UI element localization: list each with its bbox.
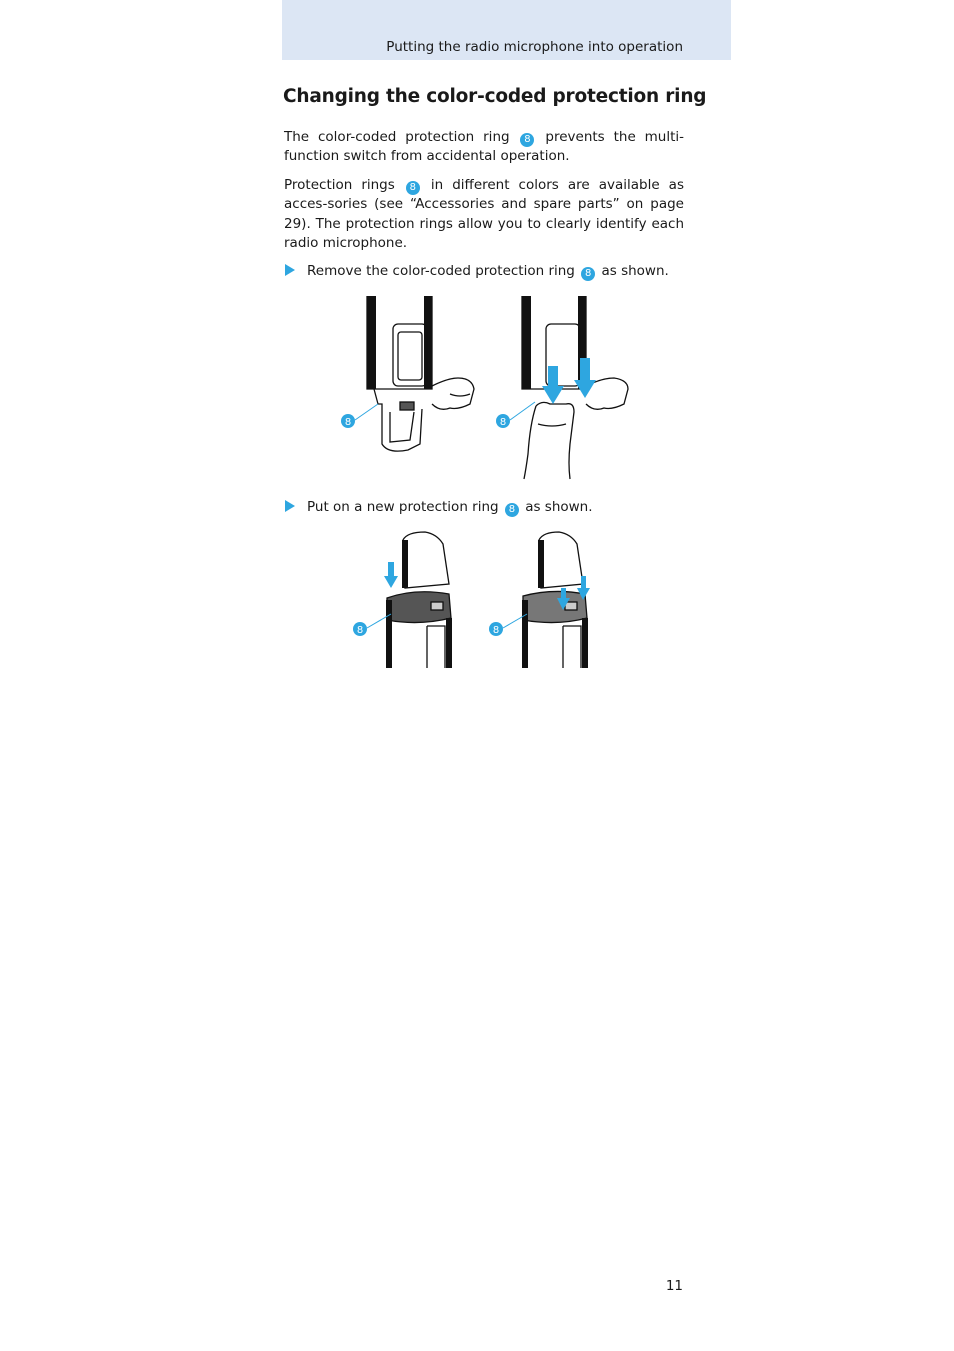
paragraph-2: [284, 176, 684, 254]
put-on-ring-illustration: [345, 530, 605, 670]
header-band: [282, 0, 731, 60]
instruction-step-put-on: [285, 499, 593, 517]
microphone-right-figure: [522, 296, 628, 479]
svg-text:8: 8: [499, 417, 507, 428]
callout-badge: 8: [520, 133, 534, 147]
step-arrow-icon: [285, 500, 295, 512]
down-arrow-icon: [384, 562, 398, 588]
step-2-text-end: as shown.: [525, 499, 593, 515]
svg-text:8: 8: [492, 625, 500, 636]
microphone-right-figure: [523, 532, 587, 668]
down-arrow-icon: [542, 358, 596, 404]
page-title: Changing the color-coded protection ring: [283, 86, 707, 107]
step-arrow-icon: [285, 264, 295, 276]
microphone-left-figure: [387, 532, 451, 668]
paragraph-1: [284, 128, 684, 167]
callout-badge: 8: [505, 503, 519, 517]
svg-text:8: 8: [344, 417, 352, 428]
instruction-step-remove: [285, 263, 669, 281]
callout-badge: 8: [581, 267, 595, 281]
step-1-text-start: Remove the color-coded protection ring: [307, 263, 575, 279]
svg-text:8: 8: [356, 625, 364, 636]
microphone-left-figure: [367, 296, 474, 451]
paragraph-2-text-start: Protection rings: [284, 177, 395, 193]
paragraph-1-text-end: prevents the multi-function switch from accidental operation.: [284, 129, 685, 165]
paragraph-2-text-end: in different colors are available as acces-sories (see “Accessories and spare parts” on page 29). The protection rings allow you to clearly identify each radio microphone.: [284, 177, 684, 252]
page-number: 11: [665, 1278, 683, 1294]
step-1-text-end: as shown.: [601, 263, 669, 279]
section-header-title: Putting the radio microphone into operation: [386, 39, 683, 55]
step-2-text-start: Put on a new protection ring: [307, 499, 499, 515]
paragraph-1-text-start: The color-coded protection ring: [284, 129, 510, 145]
remove-ring-illustration: [330, 294, 640, 482]
callout-badge: 8: [406, 181, 420, 195]
